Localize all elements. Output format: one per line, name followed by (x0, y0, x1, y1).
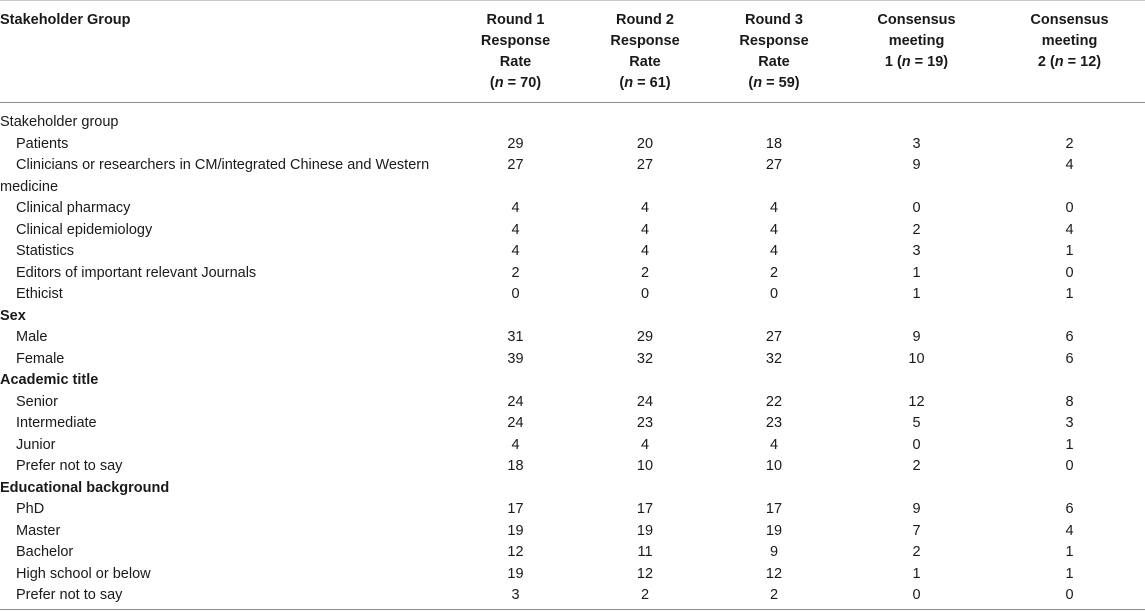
value-cell: 0 (912, 200, 921, 216)
value-cell: 0 (511, 286, 520, 302)
group-heading-cell (0, 370, 450, 392)
value-cell: 17 (636, 501, 654, 517)
value-cell (581, 306, 709, 328)
value-cell: 1 (912, 264, 921, 281)
value-cell (709, 103, 839, 134)
header-line: Round 3 (745, 12, 803, 28)
value-cell: 3 (912, 243, 921, 259)
value-cell (450, 370, 581, 392)
value-cell: 4 (511, 243, 520, 259)
table-row (0, 306, 1145, 328)
table-row (0, 155, 1145, 198)
value-cell: 6 (1065, 501, 1074, 517)
value-cell: 3 (1065, 415, 1074, 431)
value-cell: 22 (765, 393, 783, 410)
value-cell: 2 (640, 264, 650, 281)
header-n: (n = 61) (619, 75, 671, 91)
row-label-cell (0, 521, 450, 543)
value-cell (450, 478, 581, 500)
value-cell: 18 (507, 458, 524, 474)
header-n: 2 (n = 12) (1037, 54, 1102, 70)
value-cell (994, 306, 1145, 328)
row-label-cell (0, 392, 450, 414)
table-body (0, 103, 1145, 610)
header-line: Round 2 (616, 12, 674, 28)
row-label: Prefer not to say (16, 458, 123, 474)
value-cell: 19 (507, 565, 524, 582)
table-row (0, 327, 1145, 349)
row-label: Ethicist (16, 286, 63, 302)
value-cell: 32 (765, 350, 783, 367)
value-cell: 0 (1065, 264, 1074, 281)
value-cell: 1 (1065, 544, 1074, 560)
value-cell (450, 103, 581, 134)
row-label: Clinical pharmacy (16, 200, 131, 216)
row-label: Bachelor (16, 544, 74, 560)
value-cell: 4 (1065, 157, 1074, 173)
group-heading-cell (0, 478, 450, 500)
value-cell: 19 (636, 522, 654, 539)
value-cell: 27 (765, 329, 783, 345)
value-cell: 4 (511, 436, 520, 453)
value-cell: 31 (507, 329, 524, 345)
value-cell: 39 (507, 350, 524, 367)
row-label-cell (0, 155, 450, 198)
table-row (0, 263, 1145, 285)
table-row (0, 435, 1145, 457)
value-cell: 4 (640, 436, 650, 453)
value-cell: 4 (511, 200, 520, 216)
row-label-cell (0, 499, 450, 521)
table-row (0, 220, 1145, 242)
table-row (0, 103, 1145, 134)
row-label-cell (0, 456, 450, 478)
value-cell (839, 306, 994, 328)
value-cell: 8 (1065, 393, 1074, 410)
header-line: meeting (1041, 33, 1098, 49)
value-cell (839, 478, 994, 500)
value-cell: 1 (1065, 565, 1074, 582)
value-cell: 9 (769, 544, 779, 560)
value-cell (994, 103, 1145, 134)
header-line: Rate (758, 54, 790, 70)
value-cell: 12 (507, 544, 524, 560)
header-line: meeting (888, 33, 945, 49)
row-label-cell (0, 435, 450, 457)
row-label-cell (0, 284, 450, 306)
value-cell: 2 (709, 585, 839, 609)
value-cell: 6 (1065, 350, 1074, 367)
table-row (0, 478, 1145, 500)
value-cell: 3 (912, 135, 921, 152)
value-cell: 2 (912, 544, 921, 560)
row-label: Prefer not to say (16, 587, 123, 603)
value-cell: 9 (912, 501, 921, 517)
value-cell: 9 (912, 329, 921, 345)
row-label-cell (0, 542, 450, 564)
value-cell (450, 306, 581, 328)
value-cell: 1 (1065, 243, 1074, 259)
value-cell: 12 (908, 393, 925, 410)
value-cell: 1 (1065, 286, 1074, 302)
header-n: (n = 59) (748, 75, 800, 91)
row-label: Clinical epidemiology (16, 221, 153, 238)
row-label-cell (0, 263, 450, 285)
row-label: Editors of important relevant Journals (16, 264, 257, 281)
value-cell: 2 (912, 221, 921, 238)
value-cell: 4 (769, 200, 779, 216)
header-line: Rate (629, 54, 661, 70)
row-label: High school or below (16, 565, 151, 582)
value-cell (581, 370, 709, 392)
value-cell: 27 (765, 157, 783, 173)
value-cell: 17 (765, 501, 783, 517)
value-cell: 11 (637, 544, 653, 560)
row-label: Educational background (0, 479, 170, 496)
value-cell: 29 (507, 135, 524, 152)
value-cell (581, 478, 709, 500)
header-line: Response (610, 33, 680, 49)
value-cell: 19 (765, 522, 783, 539)
value-cell: 19 (507, 522, 524, 539)
table-row (0, 241, 1145, 263)
value-cell: 10 (908, 350, 925, 367)
header-round-3 (709, 1, 839, 103)
table-row (0, 284, 1145, 306)
value-cell (709, 478, 839, 500)
row-label: Master (16, 522, 61, 539)
value-cell: 12 (765, 565, 783, 582)
table-row (0, 134, 1145, 156)
value-cell: 2 (1065, 135, 1074, 152)
value-cell: 4 (769, 436, 779, 453)
value-cell: 0 (994, 585, 1145, 609)
value-cell: 0 (640, 286, 650, 302)
header-round-1 (450, 1, 581, 103)
row-label-cell (0, 134, 450, 156)
header-line: Consensus (1030, 12, 1109, 28)
value-cell: 9 (912, 157, 921, 173)
table-row (0, 542, 1145, 564)
value-cell: 2 (581, 585, 709, 609)
row-label: Patients (16, 135, 69, 152)
header-line: Response (480, 33, 551, 49)
value-cell: 2 (769, 264, 779, 281)
row-label: Senior (16, 393, 58, 410)
value-cell: 4 (511, 221, 520, 238)
table-row (0, 585, 1145, 609)
row-label: Intermediate (16, 415, 97, 431)
table-row (0, 413, 1145, 435)
row-label-cell (0, 413, 450, 435)
value-cell: 27 (636, 157, 654, 173)
value-cell: 24 (636, 393, 654, 410)
row-label-cell (0, 241, 450, 263)
value-cell: 20 (636, 135, 654, 152)
row-label-cell (0, 327, 450, 349)
value-cell: 10 (636, 458, 654, 474)
row-label: Academic title (0, 372, 99, 388)
value-cell: 4 (640, 243, 650, 259)
value-cell: 4 (640, 200, 650, 216)
value-cell: 23 (765, 415, 783, 431)
value-cell: 5 (912, 415, 921, 431)
header-line: Round 1 (486, 12, 545, 28)
value-cell: 24 (507, 393, 524, 410)
header-consensus-1 (839, 1, 994, 103)
value-cell: 0 (1065, 200, 1074, 216)
row-label: Junior (16, 436, 56, 453)
row-label-cell (0, 220, 450, 242)
table-row (0, 370, 1145, 392)
row-label: Sex (0, 307, 26, 324)
row-label: Stakeholder group (0, 114, 119, 130)
value-cell (709, 306, 839, 328)
value-cell: 29 (636, 329, 654, 345)
header-line: Rate (499, 54, 532, 70)
value-cell (581, 103, 709, 134)
value-cell: 0 (912, 436, 921, 453)
value-cell: 4 (640, 221, 650, 238)
row-label: Clinicians or researchers in CM/integrated Chinese and Western (16, 157, 430, 173)
value-cell: 1 (912, 286, 921, 302)
value-cell: 0 (839, 585, 994, 609)
value-cell (839, 103, 994, 134)
row-label-cell (0, 349, 450, 371)
value-cell: 1 (1065, 436, 1074, 453)
value-cell: 1 (912, 565, 921, 582)
row-label-cell (0, 198, 450, 220)
header-stakeholder-group: Stakeholder Group (0, 1, 450, 103)
value-cell: 0 (769, 286, 779, 302)
value-cell: 3 (450, 585, 581, 609)
value-cell (839, 370, 994, 392)
table-row (0, 392, 1145, 414)
table-row (0, 499, 1145, 521)
row-label-cell (0, 585, 450, 609)
header-consensus-2 (994, 1, 1145, 103)
value-cell: 12 (636, 565, 654, 582)
value-cell: 4 (769, 221, 779, 238)
value-cell: 24 (507, 415, 524, 431)
table-row (0, 564, 1145, 586)
table-row (0, 198, 1145, 220)
header-n: (n = 70) (489, 75, 542, 91)
value-cell (709, 370, 839, 392)
table-header (0, 1, 1145, 103)
value-cell: 7 (912, 522, 921, 539)
row-label: PhD (16, 501, 45, 517)
value-cell: 17 (507, 501, 524, 517)
table-row (0, 349, 1145, 371)
table-row (0, 456, 1145, 478)
value-cell: 27 (507, 157, 524, 173)
value-cell: 4 (1065, 221, 1074, 238)
value-cell: 23 (636, 415, 654, 431)
value-cell: 32 (636, 350, 654, 367)
group-heading-cell (0, 103, 450, 134)
value-cell (994, 370, 1145, 392)
row-label: Statistics (16, 243, 75, 259)
value-cell: 4 (769, 243, 779, 259)
group-heading-cell (0, 306, 450, 328)
value-cell: 2 (511, 264, 520, 281)
value-cell (994, 478, 1145, 500)
row-label-continuation: medicine (0, 178, 59, 195)
value-cell: 6 (1065, 329, 1074, 345)
header-line: Consensus (877, 12, 956, 28)
header-n: 1 (n = 19) (884, 54, 949, 70)
row-label: Female (16, 350, 65, 367)
value-cell: 10 (765, 458, 783, 474)
value-cell: 2 (912, 458, 921, 474)
row-label: Male (16, 329, 48, 345)
table-row (0, 521, 1145, 543)
header-line: Response (739, 33, 809, 49)
row-label-cell (0, 564, 450, 586)
value-cell: 4 (1065, 522, 1074, 539)
value-cell: 18 (765, 135, 783, 152)
header-round-2 (581, 1, 709, 103)
value-cell: 0 (1065, 458, 1074, 474)
